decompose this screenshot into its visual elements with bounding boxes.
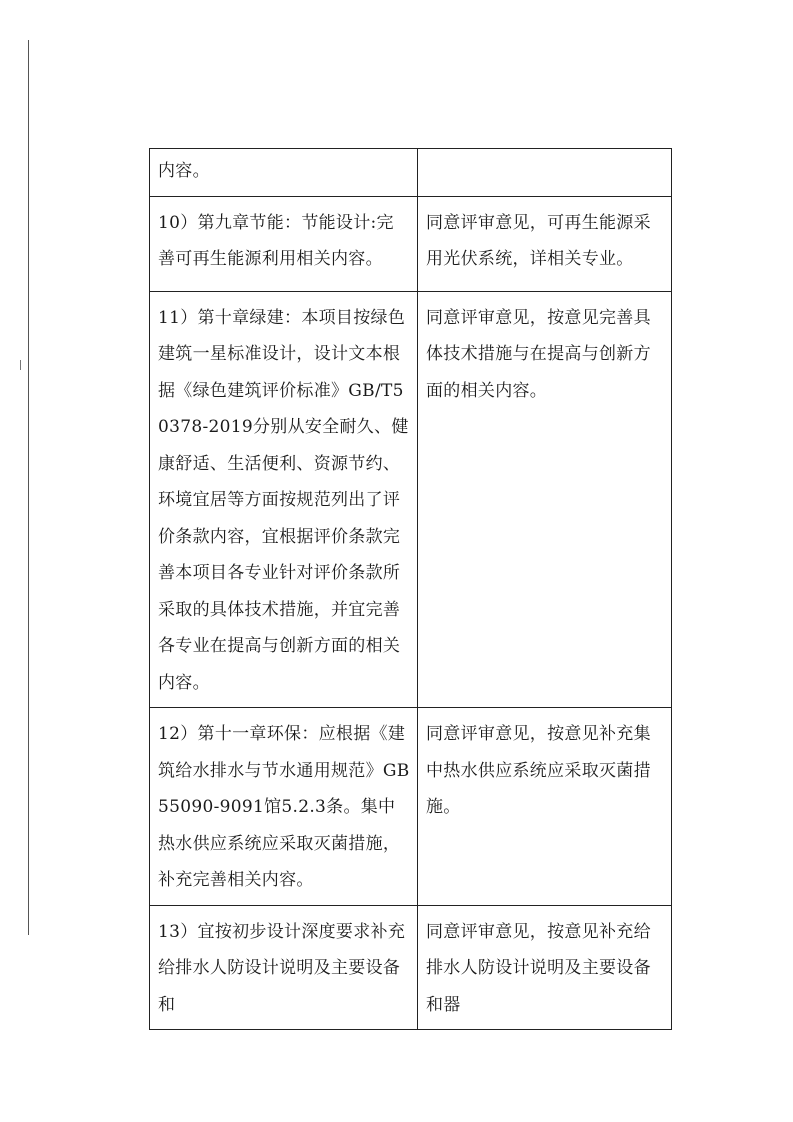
table-row: [150, 905, 672, 1030]
review-opinion-cell: 内容。: [150, 149, 418, 197]
table-row: [150, 149, 672, 197]
review-opinion-cell: 11）第十章绿建：本项目按绿色建筑一星标准设计，设计文本根据《绿色建筑评价标准》GB/T50378-2019分别从安全耐久、健康舒适、生活便利、资源节约、环境宜居等方面按规范列出了评价条款内容，宜根据评价条款完善本项目各专业针对评价条款所采取的具体技术措施，并宜完善各专业在提高与创新方面的相关内容。: [150, 291, 418, 708]
response-cell: 同意评审意见，按意见补充给排水人防设计说明及主要设备和器: [418, 905, 672, 1030]
response-cell: 同意评审意见，可再生能源采用光伏系统，详相关专业。: [418, 196, 672, 291]
review-opinion-cell: 13）宜按初步设计深度要求补充给排水人防设计说明及主要设备和: [150, 905, 418, 1030]
response-cell: [418, 149, 672, 197]
response-cell: 同意评审意见，按意见补充集中热水供应系统应采取灭菌措施。: [418, 708, 672, 906]
response-cell: 同意评审意见，按意见完善具体技术措施与在提高与创新方面的相关内容。: [418, 291, 672, 708]
review-opinion-cell: 12）第十一章环保：应根据《建筑给水排水与节水通用规范》GB55090-9091馆5.2.3条。集中热水供应系统应采取灭菌措施，补充完善相关内容。: [150, 708, 418, 906]
review-opinion-cell: 10）第九章节能：节能设计:完善可再生能源利用相关内容。: [150, 196, 418, 291]
table-row: [150, 196, 672, 291]
table-row: [150, 291, 672, 708]
table-row: [150, 708, 672, 906]
binding-margin-mark: [20, 360, 21, 370]
binding-margin-line: [28, 40, 29, 935]
review-response-table: [149, 148, 672, 1030]
